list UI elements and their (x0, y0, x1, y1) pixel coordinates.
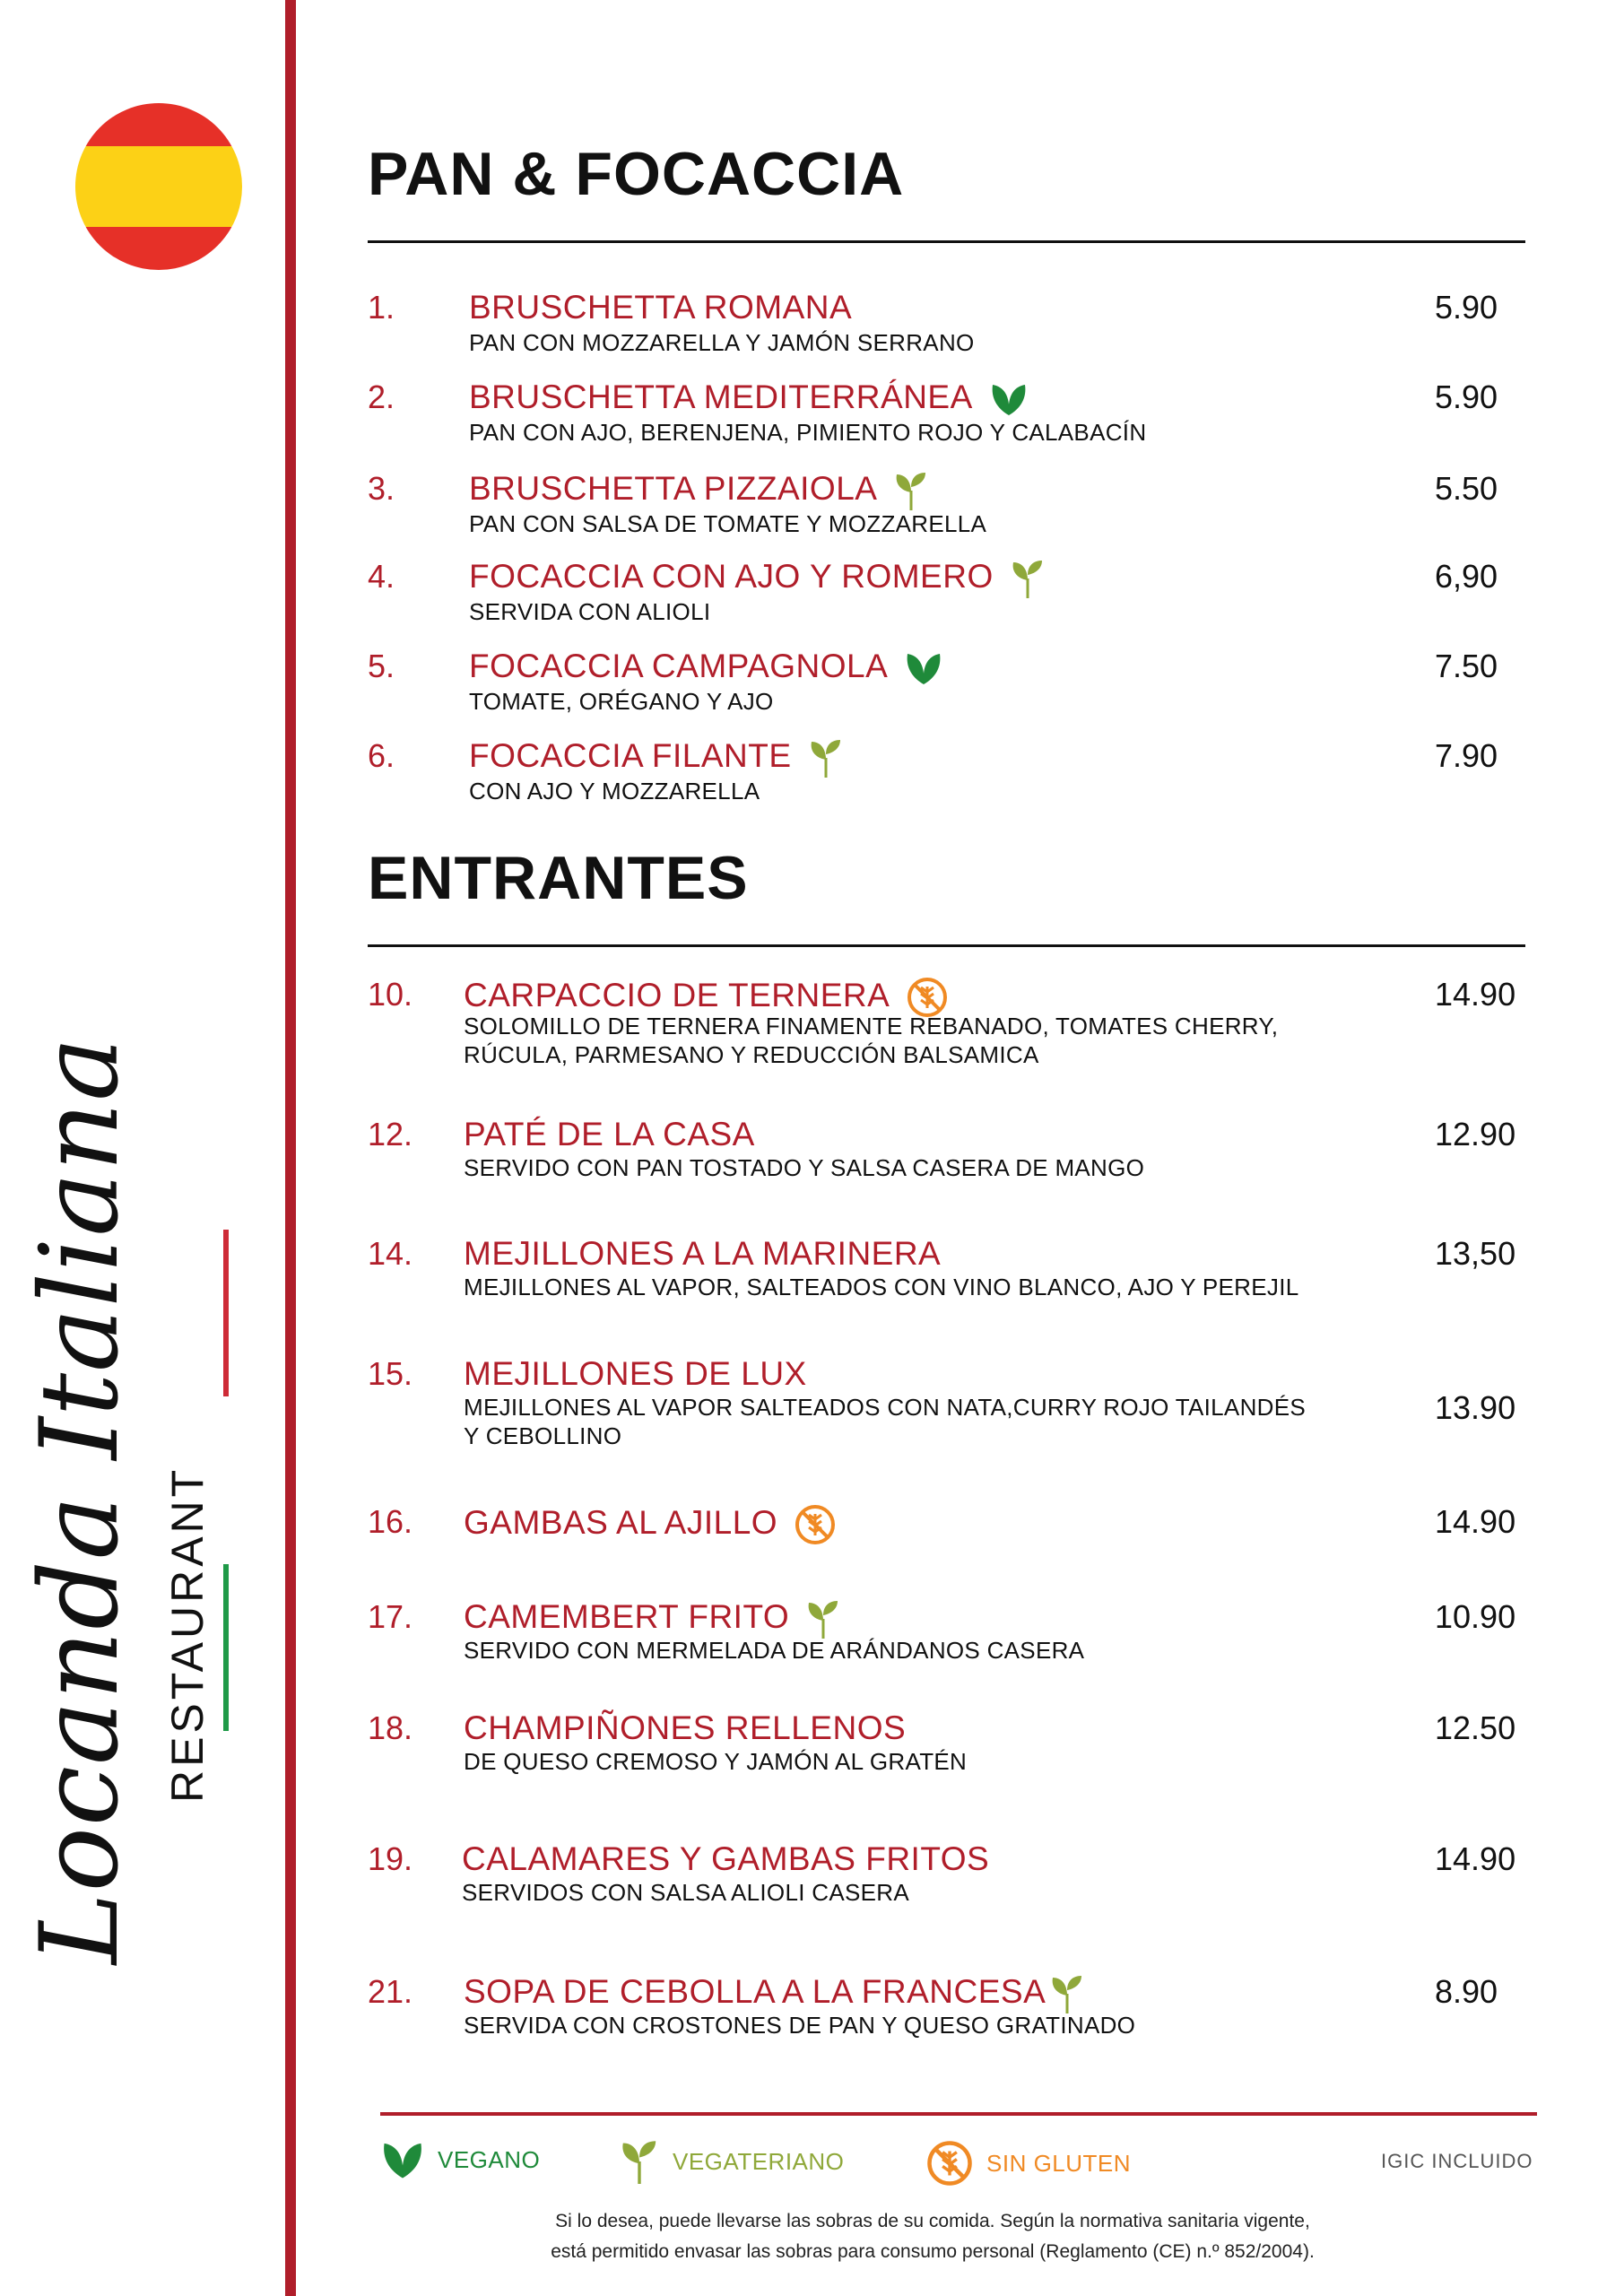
item-description: SERVIDA CON ALIOLI (469, 598, 711, 625)
item-price: 12.90 (1435, 1116, 1516, 1152)
legend-vegan-label: VEGANO (438, 2145, 541, 2173)
spain-flag-icon[interactable] (75, 103, 242, 270)
section-title-pan-focaccia: PAN & FOCACCIA (368, 140, 905, 208)
item-description: SERVIDO CON MERMELADA DE ARÁNDANOS CASERA (464, 1637, 1085, 1664)
item-name: GAMBAS AL AJILLO (464, 1503, 837, 1546)
item-price: 10.90 (1435, 1598, 1516, 1635)
item-number: 6. (368, 737, 395, 774)
item-price: 8.90 (1435, 1973, 1498, 2010)
item-description: SERVIDOS CON SALSA ALIOLI CASERA (462, 1879, 909, 1906)
item-name: FOCACCIA CON AJO Y ROMERO (469, 558, 1046, 598)
vegetarian-icon (1010, 559, 1046, 598)
vegetarian-icon (1049, 1974, 1085, 2013)
legend-vegetarian-label: VEGATERIANO (673, 2147, 845, 2175)
item-number: 4. (368, 558, 395, 595)
item-name: CALAMARES Y GAMBAS FRITOS (462, 1840, 990, 1877)
item-number: 10. (368, 976, 413, 1013)
item-price: 12.50 (1435, 1709, 1516, 1746)
item-name: CAMEMBERT FRITO (464, 1598, 841, 1639)
section-rule (368, 944, 1525, 947)
item-price: 7.50 (1435, 648, 1498, 684)
item-number: 17. (368, 1598, 413, 1635)
legend-vegetarian (619, 2139, 844, 2184)
footer-rule (380, 2112, 1537, 2116)
item-price: 5.90 (1435, 378, 1498, 415)
item-price: 13.90 (1435, 1389, 1516, 1426)
disclaimer (430, 2206, 1435, 2267)
item-price: 14.90 (1435, 976, 1516, 1013)
gluten-free-icon (925, 2139, 974, 2187)
item-name: FOCACCIA CAMPAGNOLA (469, 648, 943, 686)
item-price: 5.90 (1435, 289, 1498, 326)
item-number: 21. (368, 1973, 413, 2010)
item-price: 5.50 (1435, 470, 1498, 507)
brand-name: Locanda Italiana (18, 1036, 143, 1964)
legend-vegan (380, 2139, 540, 2180)
item-name: FOCACCIA FILANTE (469, 737, 844, 778)
item-name: BRUSCHETTA MEDITERRÁNEA (469, 378, 1029, 417)
section-rule (368, 240, 1525, 243)
item-description-line2: RÚCULA, PARMESANO Y REDUCCIÓN BALSAMICA (464, 1041, 1039, 1068)
item-description: PAN CON SALSA DE TOMATE Y MOZZARELLA (469, 510, 987, 537)
item-price: 14.90 (1435, 1503, 1516, 1540)
item-number: 16. (368, 1503, 413, 1540)
brand-logo (18, 1036, 233, 1964)
item-description: SOLOMILLO DE TERNERA FINAMENTE REBANADO, TOMATES CHERRY, (464, 1013, 1279, 1039)
disclaimer-line2: está permitido envasar las sobras para consumo personal (Reglamento (CE) n.º 852/2004). (551, 2241, 1315, 2262)
item-price: 14.90 (1435, 1840, 1516, 1877)
vegan-icon (904, 650, 943, 686)
italy-tricolor-stripe (217, 1229, 222, 1731)
item-name: CARPACCIO DE TERNERA (464, 976, 949, 1019)
item-name: BRUSCHETTA ROMANA (469, 289, 853, 326)
vegetarian-icon (808, 738, 844, 778)
item-name: SOPA DE CEBOLLA A LA FRANCESA (464, 1973, 1085, 2013)
item-description-line2: Y CEBOLLINO (464, 1422, 622, 1449)
item-number: 18. (368, 1709, 413, 1746)
item-price: 6,90 (1435, 558, 1498, 595)
sidebar (0, 0, 287, 2296)
item-number: 12. (368, 1116, 413, 1152)
item-description: SERVIDA CON CROSTONES DE PAN Y QUESO GRATINADO (464, 2012, 1136, 2039)
item-description: PAN CON AJO, BERENJENA, PIMIENTO ROJO Y CALABACÍN (469, 419, 1147, 446)
item-description: PAN CON MOZZARELLA Y JAMÓN SERRANO (469, 329, 975, 356)
disclaimer-line1: Si lo desea, puede llevarse las sobras de su comida. Según la normativa sanitaria vigente, (555, 2211, 1310, 2231)
item-number: 19. (368, 1840, 413, 1877)
item-number: 5. (368, 648, 395, 684)
item-name: MEJILLONES A LA MARINERA (464, 1235, 942, 1272)
vegetarian-icon (805, 1599, 841, 1639)
item-number: 1. (368, 289, 395, 326)
item-number: 2. (368, 378, 395, 415)
item-price: 13,50 (1435, 1235, 1516, 1272)
item-number: 3. (368, 470, 395, 507)
item-description: SERVIDO CON PAN TOSTADO Y SALSA CASERA DE MANGO (464, 1154, 1145, 1181)
item-name: MEJILLONES DE LUX (464, 1355, 807, 1392)
gluten-free-icon (794, 1503, 837, 1546)
vegan-icon (989, 381, 1029, 417)
tax-note: IGIC INCLUIDO (1381, 2150, 1533, 2172)
item-description: MEJILLONES AL VAPOR SALTEADOS CON NATA,CURRY ROJO TAILANDÉS (464, 1394, 1307, 1421)
legend-gluten-free (925, 2139, 1131, 2187)
item-description: DE QUESO CREMOSO Y JAMÓN AL GRATÉN (464, 1748, 968, 1775)
item-price: 7.90 (1435, 737, 1498, 774)
vegetarian-icon (893, 471, 929, 510)
item-name: PATÉ DE LA CASA (464, 1116, 755, 1152)
item-name: CHAMPIÑONES RELLENOS (464, 1709, 907, 1746)
item-number: 14. (368, 1235, 413, 1272)
item-description: TOMATE, ORÉGANO Y AJO (469, 688, 774, 715)
brand-subtitle: RESTAURANT (162, 1465, 213, 1803)
section-title-entrantes: ENTRANTES (368, 844, 749, 912)
vegetarian-icon (619, 2139, 660, 2184)
vegan-icon (380, 2139, 425, 2180)
item-description: MEJILLONES AL VAPOR, SALTEADOS CON VINO BLANCO, AJO Y PEREJIL (464, 1274, 1299, 1300)
item-description: CON AJO Y MOZZARELLA (469, 778, 760, 804)
legend-gluten-free-label: SIN GLUTEN (986, 2149, 1132, 2177)
item-number: 15. (368, 1355, 413, 1392)
sidebar-divider (285, 0, 296, 2296)
item-name: BRUSCHETTA PIZZAIOLA (469, 470, 929, 510)
